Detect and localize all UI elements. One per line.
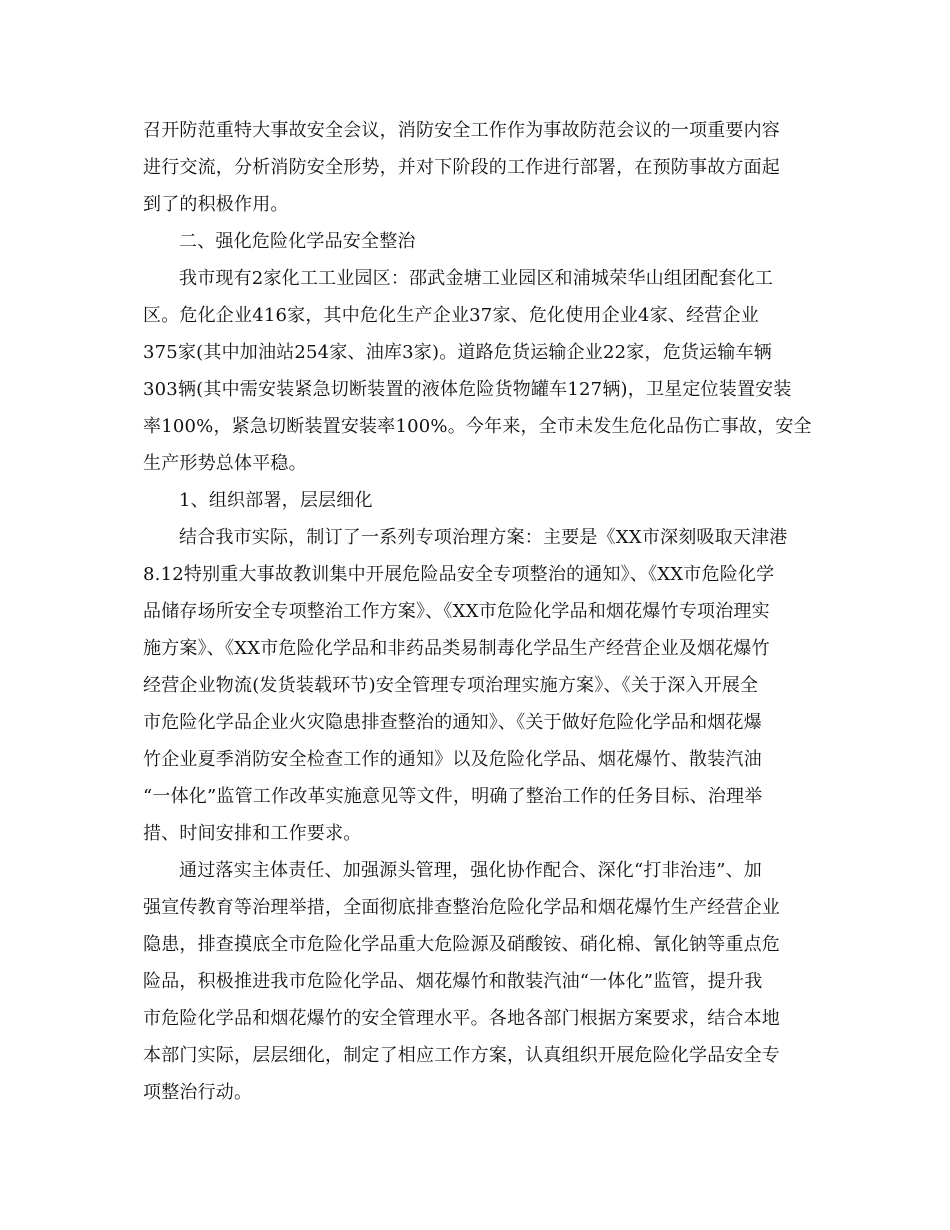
paragraph-line: 措、时间安排和工作要求。 — [143, 823, 362, 844]
paragraph-line: 项整治行动。 — [143, 1082, 253, 1103]
paragraph-line: 市危险化学品企业火灾隐患排查整治的通知》、《关于做好危险化学品和烟花爆 — [143, 712, 762, 733]
paragraph-line: 通过落实主体责任、加强源头管理，强化协作配合、深化“打非治违”、加 — [179, 860, 763, 881]
paragraph-line: 险品，积极推进我市危险化学品、烟花爆竹和散装汽油“一体化”监管，提升我 — [143, 971, 763, 992]
paragraph-line: 结合我市实际，制订了一系列专项治理方案：主要是《XX市深刻吸取天津港 — [179, 527, 788, 548]
paragraph-line: 率100%，紧急切断装置安装率100%。今年来，全市未发生危化品伤亡事故，安全 — [143, 416, 812, 437]
section-heading: 二、强化危险化学品安全整治 — [179, 231, 416, 252]
paragraph-line: 303辆(其中需安装紧急切断装置的液体危险货物罐车127辆)，卫星定位装置安装 — [143, 379, 792, 400]
paragraph-line: 生产形势总体平稳。 — [143, 453, 307, 474]
paragraph-line: 375家(其中加油站254家、油库3家)。道路危货运输企业22家，危货运输车辆 — [143, 342, 772, 363]
paragraph-line: 我市现有2家化工工业园区：邵武金塘工业园区和浦城荣华山组团配套化工 — [179, 268, 774, 289]
paragraph-line: 8.12特别重大事故教训集中开展危险品安全专项整治的通知》、《XX市危险化学 — [143, 564, 775, 585]
paragraph-line: 召开防范重特大事故安全会议，消防安全工作作为事故防范会议的一项重要内容 — [143, 120, 780, 141]
paragraph-line: 进行交流，分析消防安全形势，并对下阶段的工作进行部署，在预防事故方面起 — [143, 157, 780, 178]
paragraph-line: “一体化”监管工作改革实施意见等文件，明确了整治工作的任务目标、治理举 — [143, 786, 763, 807]
paragraph-line: 经营企业物流(发货装载环节)安全管理专项治理实施方案》、《关于深入开展全 — [143, 675, 759, 696]
document-body — [143, 112, 812, 1111]
paragraph-line: 施方案》、《XX市危险化学品和非药品类易制毒化学品生产经营企业及烟花爆竹 — [143, 638, 770, 659]
subsection-heading: 1、组织部署，层层细化 — [179, 490, 373, 511]
paragraph-line: 本部门实际，层层细化，制定了相应工作方案，认真组织开展危险化学品安全专 — [143, 1045, 780, 1066]
paragraph-line: 品储存场所安全专项整治工作方案》、《XX市危险化学品和烟花爆竹专项治理实 — [143, 601, 770, 622]
paragraph-line: 强宣传教育等治理举措，全面彻底排查整治危险化学品和烟花爆竹生产经营企业 — [143, 897, 780, 918]
paragraph-line: 到了的积极作用。 — [143, 194, 289, 215]
paragraph-line: 竹企业夏季消防安全检查工作的通知》以及危险化学品、烟花爆竹、散装汽油 — [143, 749, 762, 770]
paragraph-line: 区。危化企业416家，其中危化生产企业37家、危化使用企业4家、经营企业 — [143, 305, 759, 326]
paragraph-line: 隐患，排查摸底全市危险化学品重大危险源及硝酸铵、硝化棉、氰化钠等重点危 — [143, 934, 780, 955]
paragraph-line: 市危险化学品和烟花爆竹的安全管理水平。各地各部门根据方案要求，结合本地 — [143, 1008, 780, 1029]
